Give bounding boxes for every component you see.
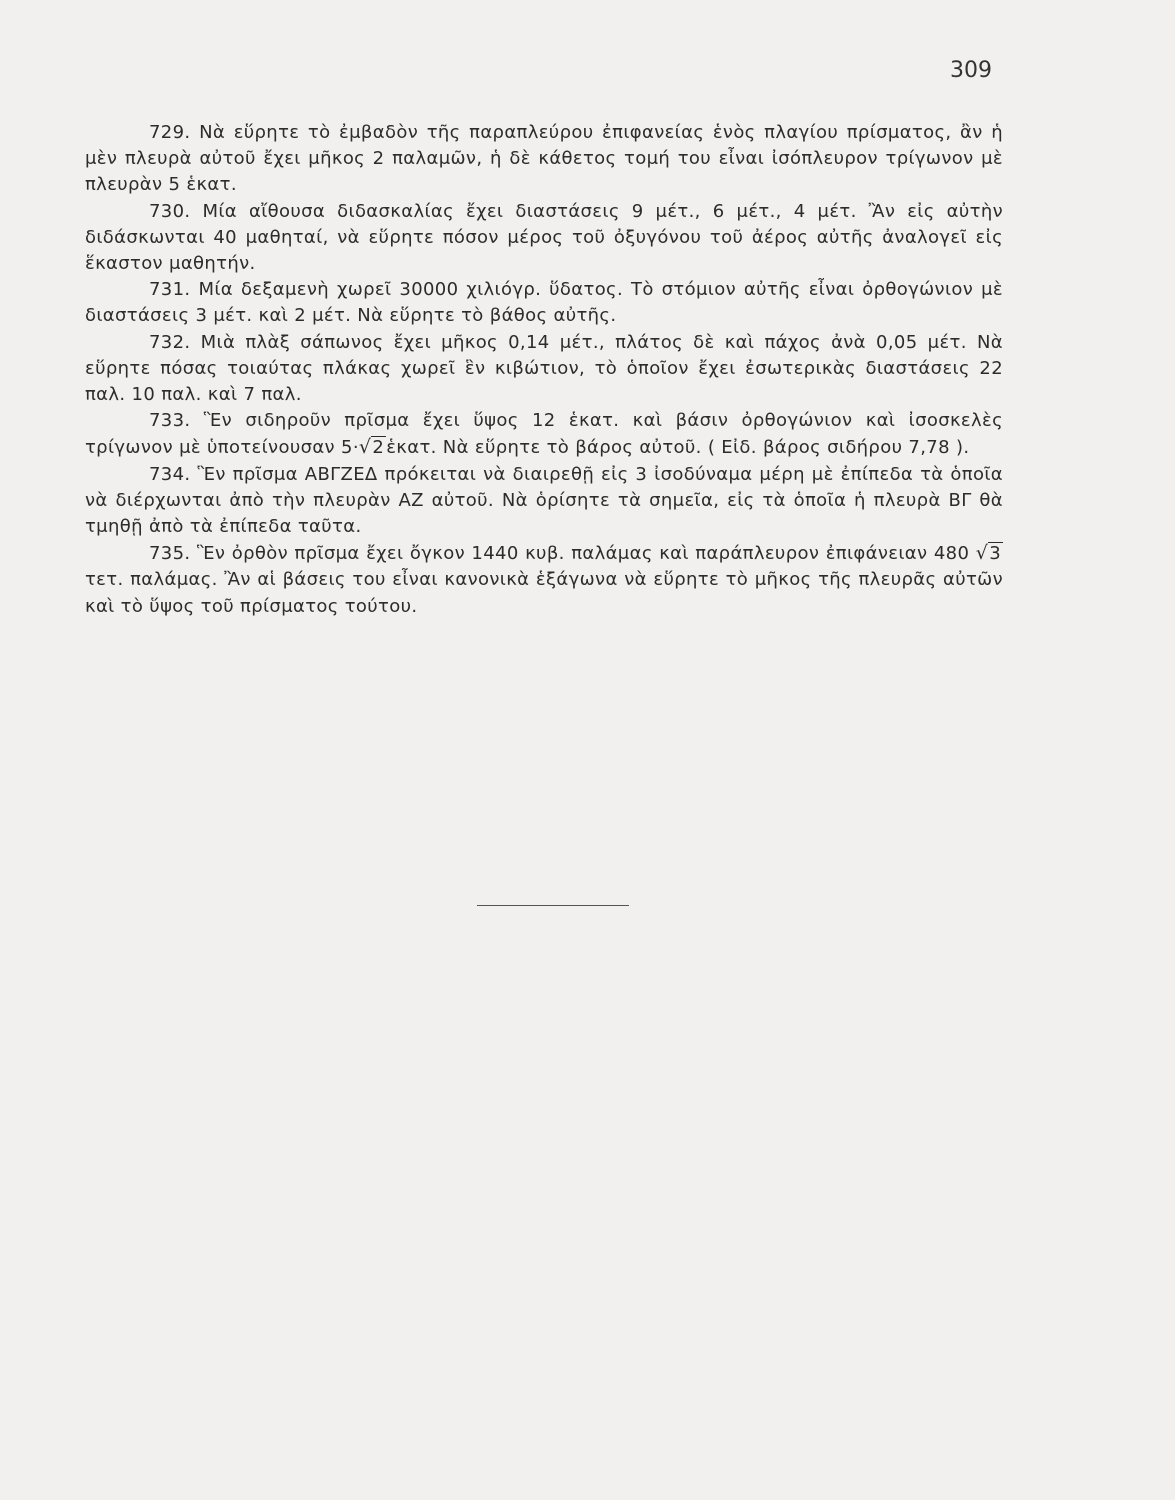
problem-number: 735.: [149, 543, 191, 565]
problem-734: [85, 462, 1003, 541]
problem-735: [85, 540, 1003, 620]
problem-729: [85, 120, 1003, 199]
problem-number: 730.: [149, 200, 191, 222]
problem-number: 734.: [149, 463, 191, 485]
problem-text-before: Ἓν σιδηροῦν πρῖσμα ἔχει ὕψος 12 ἑκατ. καὶ βάσιν ὀρθογώνιον καὶ ἰσοσκελὲς τρίγωνον μὲ ὑποτείνουσαν 5·: [85, 410, 1003, 459]
problem-text: Μία αἴθουσα διδασκαλίας ἔχει διαστάσεις 9 μέτ., 6 μέτ., 4 μέτ. Ἂν εἰς αὐτὴν διδάσκωνται 40 μαθηταί, νὰ εὕρητε πόσον μέρος τοῦ ὀξυγόνου τοῦ ἀέρος αὐτῆς ἀναλογεῖ εἰς ἕκαστον μαθητήν.: [85, 200, 1003, 275]
problem-number: 729.: [149, 122, 191, 143]
problem-number: 731.: [149, 279, 191, 301]
square-root: [359, 437, 386, 458]
page-number: 309: [950, 58, 992, 83]
radicand: 3: [989, 543, 1001, 565]
problem-text-before: Ἓν ὀρθὸν πρῖσμα ἔχει ὄγκον 1440 κυβ. παλάμας καὶ παράπλευρον ἐπιφάνειαν 480: [196, 543, 976, 565]
radical-sign: √: [358, 436, 372, 459]
section-divider: [477, 905, 629, 906]
problem-number: 733.: [149, 410, 191, 432]
problem-731: [85, 277, 1003, 329]
problem-list: [85, 120, 1003, 620]
problem-text: Ἓν πρῖσμα ΑΒΓΖΕΔ πρόκειται νὰ διαιρεθῇ εἰς 3 ἰσοδύναμα μέρη μὲ ἐπίπεδα τὰ ὁποῖα νὰ διέρχωνται ἀπὸ τὴν πλευρὰν ΑΖ αὐτοῦ. Νὰ ὁρίσητε τὰ σημεῖα, εἰς τὰ ὁποῖα ἡ πλευρὰ ΒΓ θὰ τμηθῇ ἀπὸ τὰ ἐπίπεδα ταῦτα.: [85, 463, 1003, 538]
problem-732: [85, 330, 1003, 409]
problem-text: Νὰ εὕρητε τὸ ἐμβαδὸν τῆς παραπλεύρου ἐπιφανείας ἑνὸς πλαγίου πρίσματος, ἂν ἡ μὲν πλευρὰ αὐτοῦ ἔχει μῆκος 2 παλαμῶν, ἡ δὲ κάθετος τομή του εἶναι ἰσόπλευρον τρίγωνον μὲ πλευρὰν 5 ἑκατ.: [85, 122, 1003, 196]
radical-sign: √: [975, 542, 989, 565]
problem-text: Μιὰ πλὰξ σάπωνος ἔχει μῆκος 0,14 μέτ., πλάτος δὲ καὶ πάχος ἀνὰ 0,05 μέτ. Νὰ εὕρητε πόσας τοιαύτας πλάκας χωρεῖ ἓν κιβώτιον, τὸ ὁποῖον ἔχει ἐσωτερικὰς διαστάσεις 22 παλ. 10 παλ. καὶ 7 παλ.: [85, 331, 1003, 406]
problem-text-after: ἑκατ. Νὰ εὕρητε τὸ βάρος αὐτοῦ. ( Εἰδ. βάρος σιδήρου 7,78 ).: [386, 437, 970, 459]
radicand: 2: [372, 437, 385, 459]
problem-733: [85, 408, 1003, 461]
problem-text-after: τετ. παλάμας. Ἂν αἱ βάσεις του εἶναι κανονικὰ ἑξάγωνα νὰ εὕρητε τὸ μῆκος τῆς πλευρᾶς αὐτῶν καὶ τὸ ὕψος τοῦ πρίσματος τούτου.: [85, 569, 1003, 617]
problem-text: Μία δεξαμενὴ χωρεῖ 30000 χιλιόγρ. ὕδατος. Τὸ στόμιον αὐτῆς εἶναι ὀρθογώνιον μὲ διαστάσεις 3 μέτ. καὶ 2 μέτ. Νὰ εὕρητε τὸ βάθος αὐτῆς.: [85, 279, 1003, 327]
problem-number: 732.: [149, 331, 191, 353]
square-root: [976, 543, 1003, 564]
problem-730: [85, 199, 1003, 278]
